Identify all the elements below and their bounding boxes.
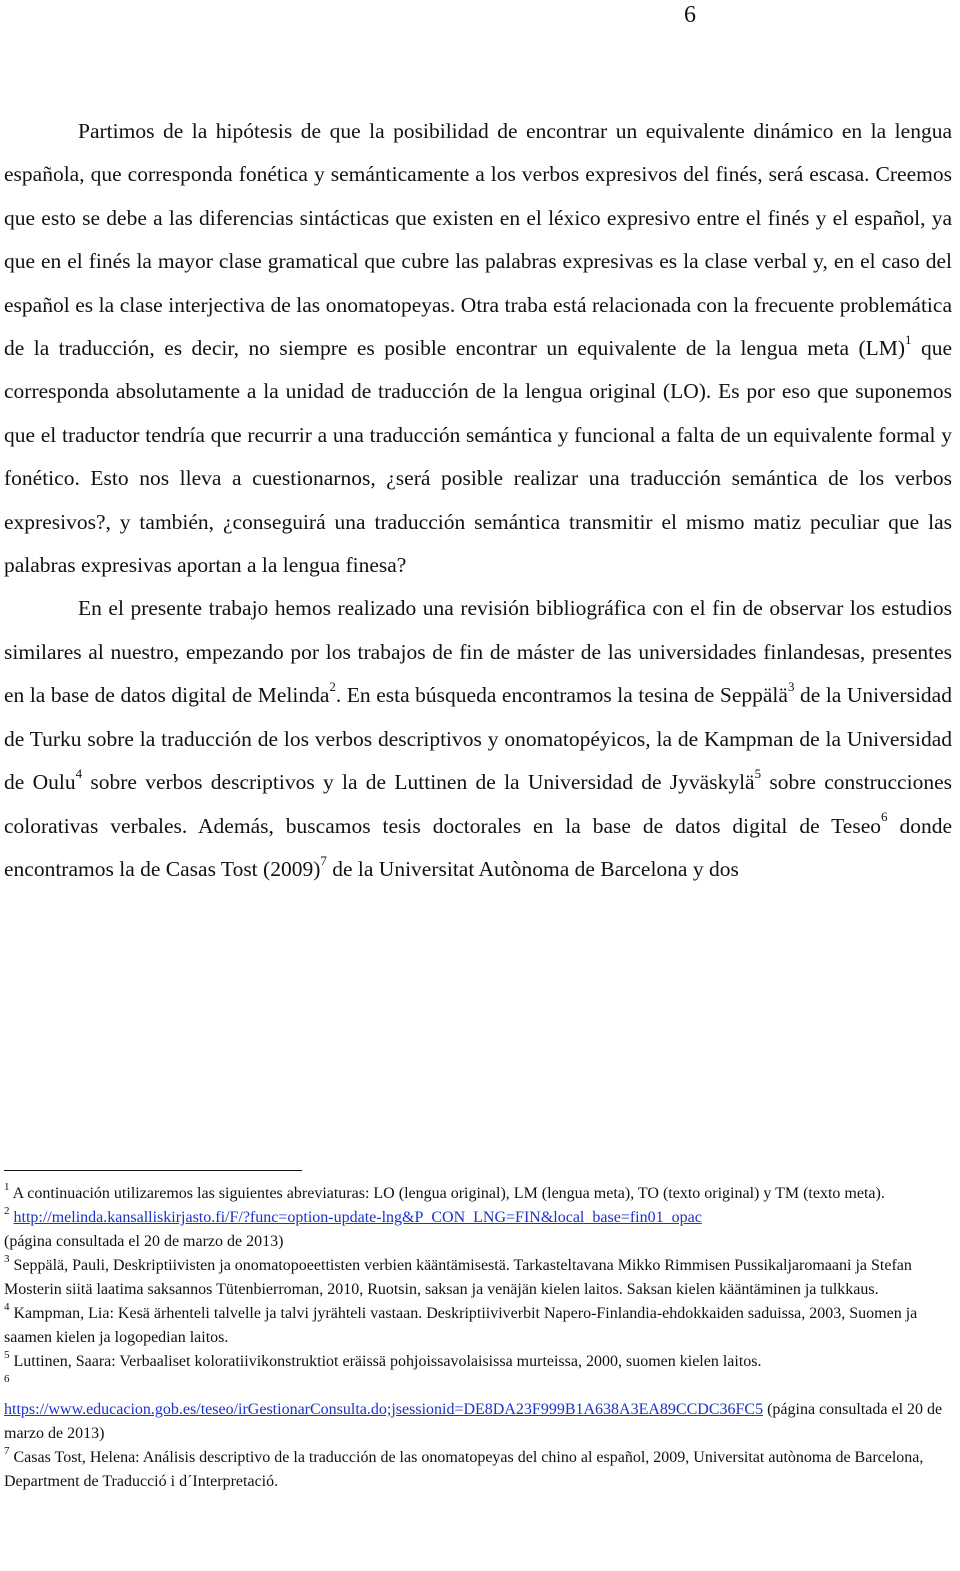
body-text — [4, 110, 952, 891]
paragraph-2-text-g: de la Universitat Autònoma de Barcelona y dos — [326, 856, 739, 881]
footnote-2-number: 2 — [4, 1204, 10, 1217]
paragraph-2-text-a: En el presente trabajo hemos realizado una revisión bibliográfica con el fin de observar los estudios similares al nuestro, empezando por los trabajos de fin de máster de las universidades finlandesas, presentes en la base de datos digital de Melinda — [4, 596, 952, 708]
paragraph-2 — [4, 587, 952, 891]
footnote-1 — [4, 1182, 952, 1206]
footnote-ref-4[interactable]: 4 — [75, 765, 83, 781]
paragraph-1-text-b: que corresponda absolutamente a la unidad de traducción de la lengua original (LO). Es por eso que suponemos que el traductor tendría que recurrir a una traducción semántica y funcional a falta de un equivalente formal y fonético. Esto nos lleva a cuestionarnos, ¿será posible realizar una traducción semántica de los verbos expresivos?, y también, ¿conseguirá una traducción semántica transmitir el mismo matiz peculiar que las palabras expresivas aportan a la lengua finesa? — [4, 336, 952, 578]
footnote-6 — [4, 1374, 952, 1446]
footnote-7-number: 7 — [4, 1444, 10, 1457]
paragraph-1 — [4, 110, 952, 587]
footnote-2-link[interactable]: http://melinda.kansalliskirjasto.fi/F/?func=option-update-lng&P_CON_LNG=FIN&local_base=fin01_opac — [13, 1209, 702, 1226]
footnote-6-link[interactable]: https://www.educacion.gob.es/teseo/irGestionarConsulta.do;jsessionid=DE8DA23F999B1A638A3EA89CCDC36FC5 — [4, 1401, 764, 1418]
footnote-2 — [4, 1206, 952, 1254]
page-number: 6 — [684, 2, 696, 28]
footnote-ref-6[interactable]: 6 — [881, 809, 888, 825]
footnote-ref-2[interactable]: 2 — [329, 679, 336, 695]
footnote-7 — [4, 1446, 952, 1494]
footnote-4-number: 4 — [4, 1300, 10, 1313]
paragraph-2-text-e: sobre construcciones colorativas verbales. Además, buscamos tesis doctorales en la base de datos digital de Teseo — [4, 770, 952, 838]
footnote-separator — [4, 1170, 302, 1171]
footnote-ref-5[interactable]: 5 — [754, 765, 762, 781]
footnote-4 — [4, 1302, 952, 1350]
footnotes — [4, 1182, 952, 1494]
footnote-6-text: (página consultada el 20 de marzo de 2013) — [4, 1401, 943, 1442]
footnote-ref-1[interactable]: 1 — [905, 331, 912, 347]
footnote-1-text: A continuación utilizaremos las siguientes abreviaturas: LO (lengua original), LM (lengua meta), TO (texto original) y TM (texto meta). — [9, 1185, 885, 1202]
footnote-3-text: Seppälä, Pauli, Deskriptiivisten ja onomatopoeettisten verbien kääntämisestä. Tarkasteltavana Mikko Rimmisen Pussikaljaromaani ja Stefan Mosterin siitä laatima saksannos Tütenbierroman, 2010, Ruotsin, saksan ja venäjän kielen laitos. Saksan kielen kääntäminen ja tulkkaus. — [4, 1257, 912, 1298]
paragraph-2-text-f: donde encontramos la de Casas Tost (2009) — [4, 813, 953, 881]
paragraph-2-text-c: de la Universidad de Turku sobre la traducción de los verbos descriptivos y onomatopéyicos, la de Kampman de la Universidad de Oulu — [4, 683, 952, 795]
paragraph-2-text-d: sobre verbos descriptivos y la de Luttinen de la Universidad de Jyväskylä — [82, 770, 755, 795]
footnote-3-number: 3 — [4, 1252, 10, 1265]
footnote-5 — [4, 1350, 952, 1374]
footnote-4-text: Kampman, Lia: Kesä ärhenteli talvelle ja talvi jyrähteli vastaan. Deskriptiiviverbit Napero-Finlandia-ehdokkaiden saduissa, 2003, Suomen ja saamen kielen ja logopedian laitos. — [4, 1305, 918, 1346]
footnote-ref-3[interactable]: 3 — [787, 679, 795, 695]
footnote-6-number: 6 — [4, 1372, 10, 1385]
paragraph-2-text-b: . En esta búsqueda encontramos la tesina de Seppälä — [335, 683, 788, 708]
paragraph-1-text-a: Partimos de la hipótesis de que la posibilidad de encontrar un equivalente dinámico en la lengua española, que corresponda fonética y semánticamente a los verbos expresivos del finés, será escasa. Creemos que esto se debe a las diferencias sintácticas que existen en el léxico expresivo entre el finés y el español, ya que en el finés la mayor clase gramatical que cubre las palabras expresivas es la clase verbal y, en el caso del español es la clase interjectiva de las onomatopeyas. Otra traba está relacionada con la frecuente problemática de la traducción, es decir, no siempre es posible encontrar un equivalente de la lengua meta (LM) — [4, 119, 952, 361]
footnote-2-text: (página consultada el 20 de marzo de 2013) — [4, 1233, 284, 1250]
footnote-3 — [4, 1254, 952, 1302]
footnote-5-number: 5 — [4, 1348, 10, 1361]
footnote-7-text: Casas Tost, Helena: Análisis descriptivo de la traducción de las onomatopeyas del chino al español, 2009, Universitat autònoma de Barcelona, Department de Traducció i d´Interpretació. — [4, 1449, 924, 1490]
footnote-ref-7[interactable]: 7 — [320, 852, 327, 868]
footnote-5-text: Luttinen, Saara: Verbaaliset koloratiivikonstruktiot eräissä pohjoissavolaisissa murteissa, 2000, suomen kielen laitos. — [9, 1353, 762, 1370]
footnote-1-number: 1 — [4, 1180, 10, 1193]
